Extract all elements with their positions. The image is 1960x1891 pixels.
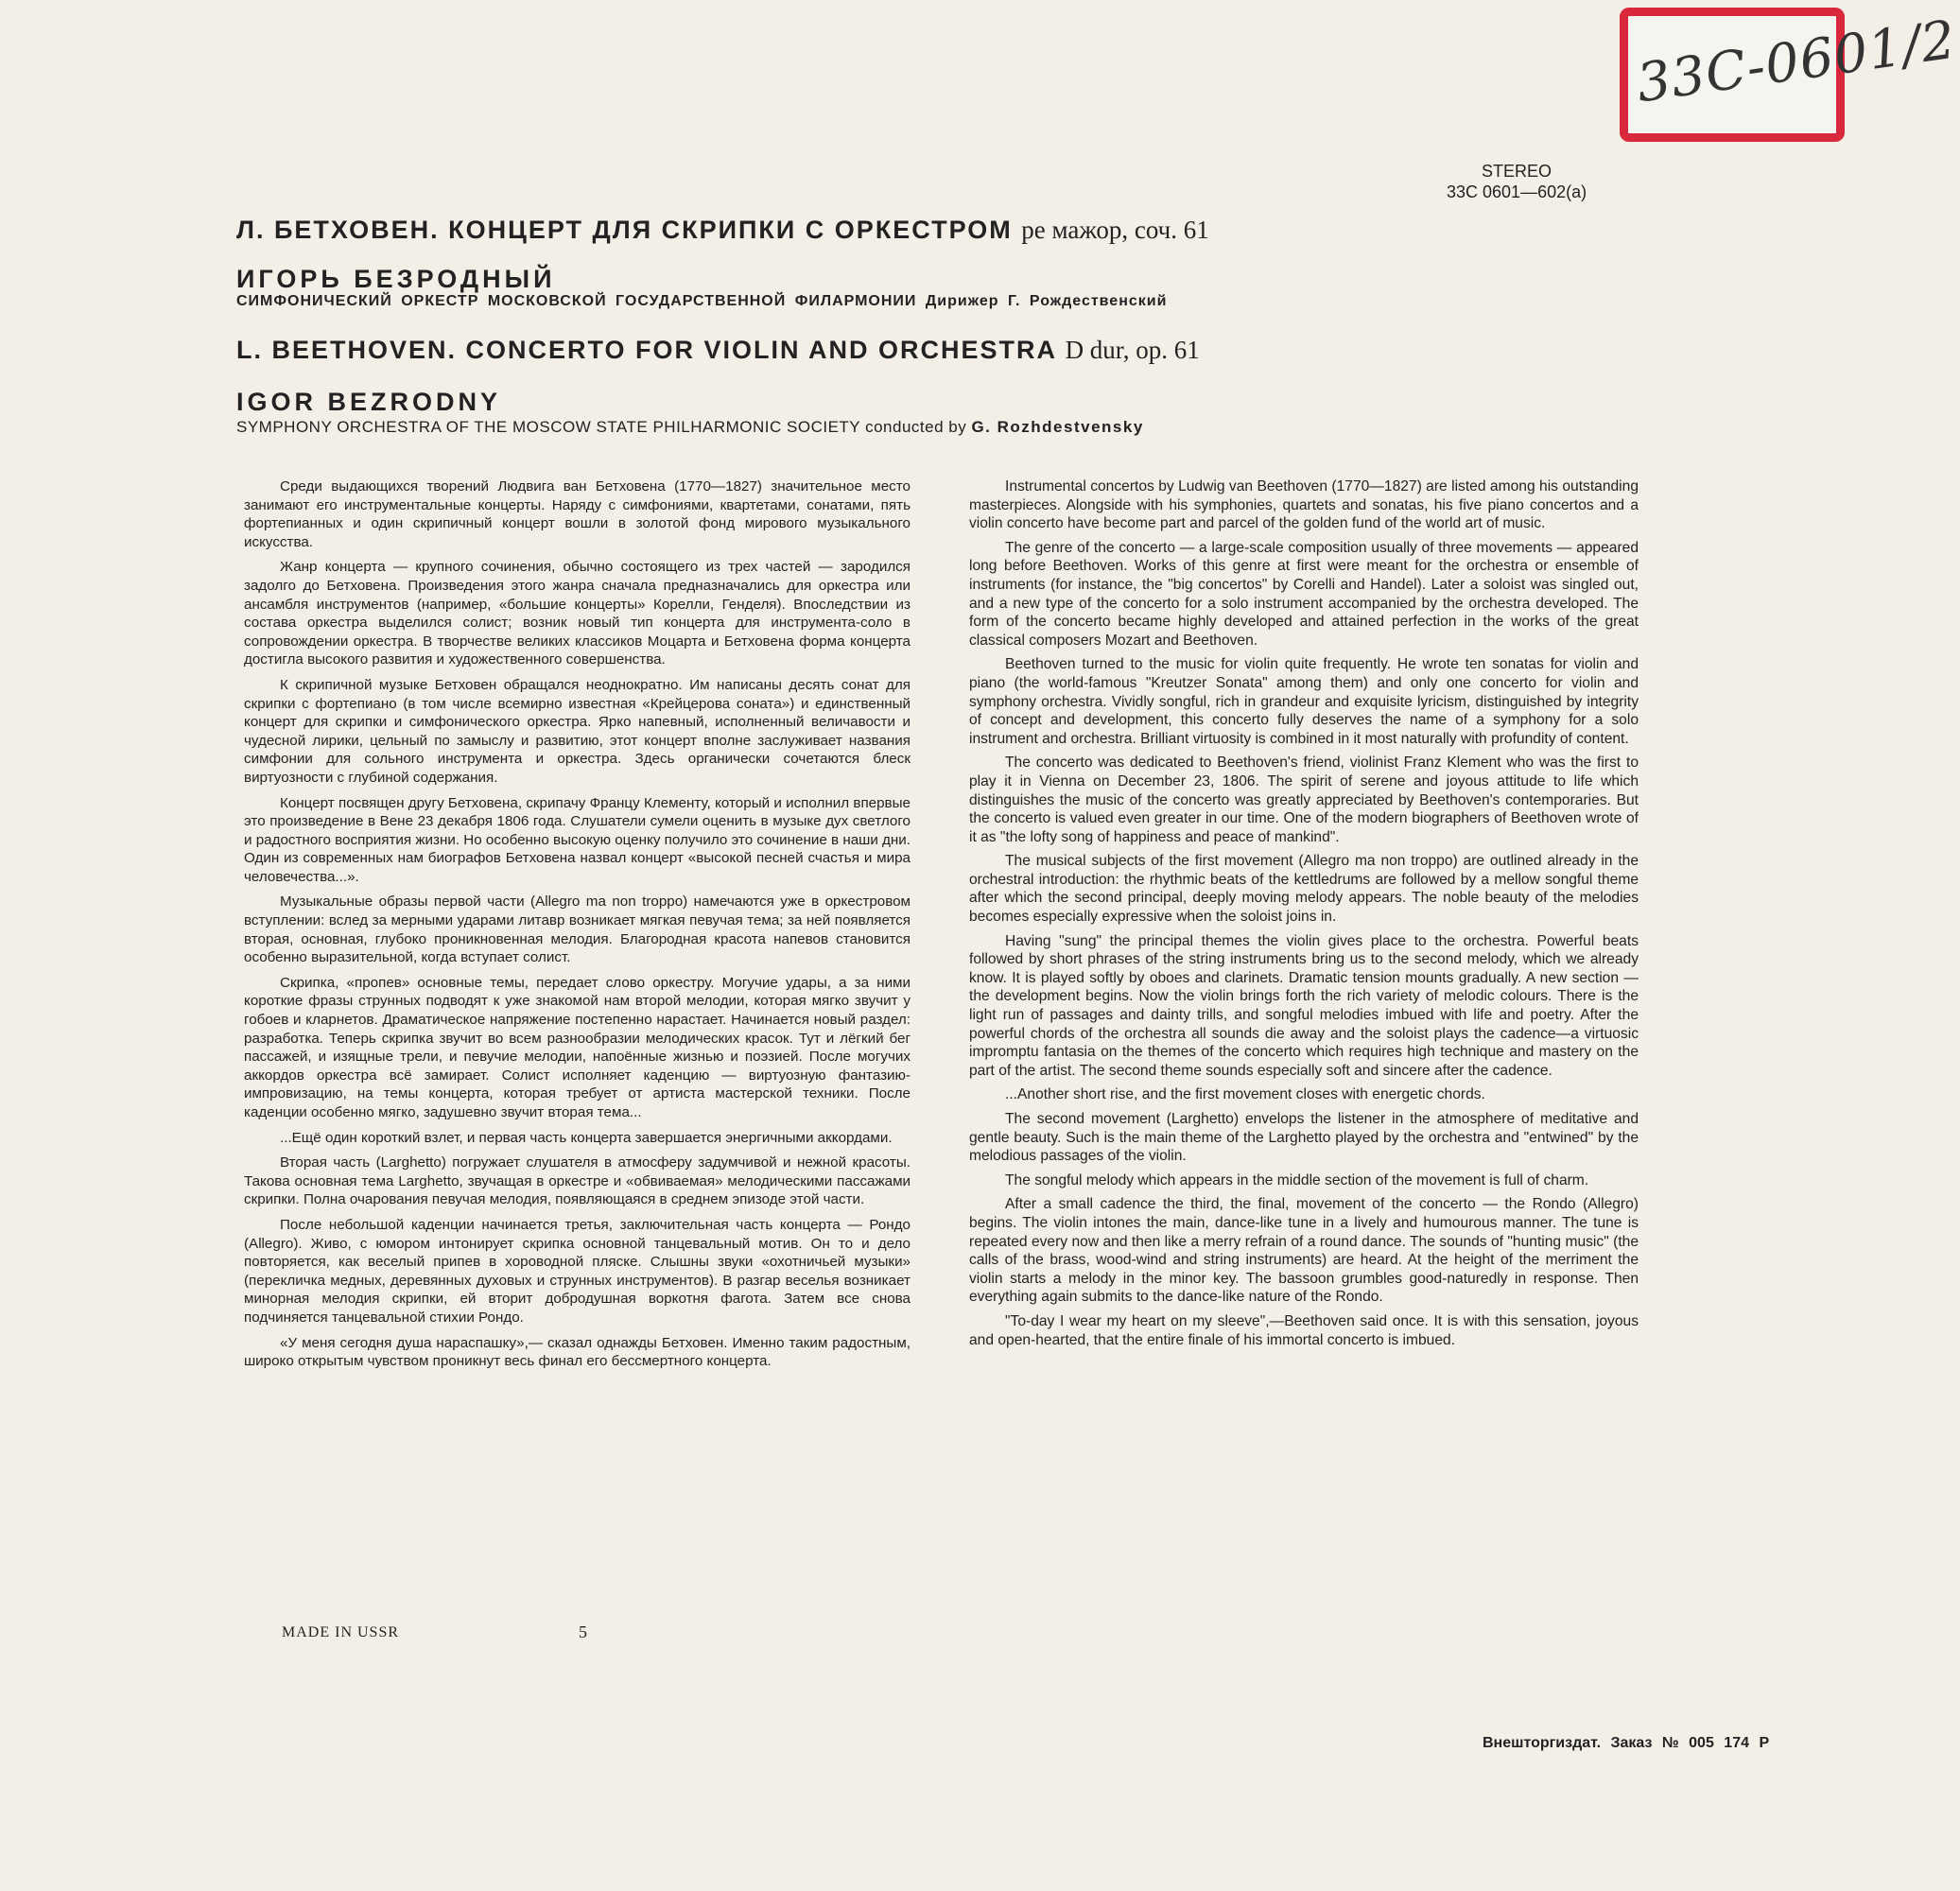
english-title-main: L. BEETHOVEN. CONCERTO FOR VIOLIN AND ORCHESTRA [236,336,1057,364]
english-title-key: D dur, op. 61 [1065,336,1200,364]
russian-notes-column [244,477,911,1378]
russian-title-main: Л. БЕТХОВЕН. КОНЦЕРТ ДЛЯ СКРИПКИ С ОРКЕСТРОМ [236,216,1013,244]
ru-paragraph: Концерт посвящен другу Бетховена, скрипачу Францу Клементу, который и исполнил впервые это произведение в Вене 23 декабря 1806 года. Слушатели сумели оценить в музыке дух светлого и радостного восприятия жизни. Но особенно высокую оценку получило это сочинение в наши дни. Один из современных нам биографов Бетховена назвал концерт «высокой песней счастья и мира человечества...». [244,794,911,885]
catalog-number: 33C 0601—602(a) [1447,182,1587,201]
made-in-label: MADE IN USSR [282,1624,400,1640]
stamp-code: 33C-0601/2 [1633,9,1960,115]
en-paragraph: Beethoven turned to the music for violin quite frequently. He wrote ten sonatas for violin and piano (the world-famous "Kreutzer Sonata" among them) and only one concerto for violin and symphony orchestra. Vividly songful, rich in grandeur and exquisite lyricism, distinguished by integrity of concept and development, this concerto fully deserves the name of a symphony for a solo instrument and orchestra. Brilliant virtuosity is combined in it most naturally with profundity of content. [969,656,1639,747]
ru-paragraph: Жанр концерта — крупного сочинения, обычно состоящего из трех частей — зародился задолго до Бетховена. Произведения этого жанра сначала предназначались для оркестра или ансамбля инструментов (например, «большие концерты» Корелли, Генделя). Впоследствии из состава оркестра выделился солист; возник новый тип концерта для инструмента-соло в сопровождении оркестра. В творчестве великих классиков Моцарта и Бетховена форма концерта достигла высокого развития и художественного совершенства. [244,559,911,668]
ru-paragraph: К скрипичной музыке Бетховен обращался неоднократно. Им написаны десять сонат для скрипки с фортепиано (в том числе всемирно известная «Крейцерова соната») и единственный концерт для скрипки и симфонического оркестра. Ярко напевный, исполненный величавости и чудесной лирики, цельный по замыслу и развитию, этот концерт вполне заслуживает названия симфонии для сольного инструмента и оркестра. Здесь органически сочетаются блеск виртуозности с глубиной содержания. [244,676,911,786]
en-paragraph: Instrumental concertos by Ludwig van Beethoven (1770—1827) are listed among his outstanding masterpieces. Alongside with his symphonies, quartets and sonatas, his five piano concertos and a violin concerto have become part and parcel of the golden fund of the world art of music. [969,478,1639,532]
ru-paragraph: Вторая часть (Larghetto) погружает слушателя в атмосферу задумчивой и нежной красоты. Такова основная тема Larghetto, звучащая в оркестре и «обвиваемая» мелодическими пассажами скрипки. Полна очарования певучая мелодия, появляющаяся в среднем эпизоде этой части. [244,1154,911,1208]
stereo-label: STEREO [1482,162,1552,181]
english-title [236,336,1200,365]
catalog-info [1447,161,1587,202]
en-paragraph: "To-day I wear my heart on my sleeve",—Beethoven said once. It is with this sensation, joyous and open-hearted, that the entire finale of his immortal concerto is imbued. [969,1312,1639,1348]
russian-title [236,216,1209,245]
english-orchestra [236,418,1144,437]
en-paragraph: The second movement (Larghetto) envelops the listener in the atmosphere of meditative and gentle beauty. Such is the main theme of the Larghetto played by the orchestra and "entwined" by the melodious passages of the violin. [969,1111,1639,1165]
russian-soloist: ИГОРЬ БЕЗРОДНЫЙ [236,265,556,293]
english-orchestra-name: SYMPHONY ORCHESTRA OF THE MOSCOW STATE PHILHARMONIC SOCIETY [236,418,860,436]
conducted-by-label: conducted by [865,418,967,436]
ru-paragraph: «У меня сегодня душа нараспашку»,— сказал однажды Бетховен. Именно таким радостным, широко открытым чувством проникнут весь финал его бессмертного концерта. [244,1334,911,1370]
en-paragraph: The genre of the concerto — a large-scale composition usually of three movements — appeared long before Beethoven. Works of this genre at first were meant for the orchestra or ensemble of instruments (for instance, the "big concertos" by Corelli and Handel). Later a soloist was singled out, and a new type of the concerto for a solo instrument accompanied by the orchestra developed. The form of the concerto became highly developed and attained perfection in the works of the great classical composers Mozart and Beethoven. [969,539,1639,649]
conductor-name: G. Rozhdestvensky [971,418,1144,436]
ru-paragraph: ...Ещё один короткий взлет, и первая часть концерта завершается энергичными аккордами. [280,1129,893,1146]
english-soloist: IGOR BEZRODNY [236,388,502,416]
ru-paragraph: Скрипка, «пропев» основные темы, передает слово оркестру. Могучие удары, а за ними короткие фразы струнных подводят к уже знакомой нам второй мелодии, которая мягко звучит у гобоев и кларнетов. Драматическое напряжение постепенно нарастает. Начинается новый раздел: разработка. Теперь скрипка звучит во всем разнообразии мелодических красок. Тут и лёгкий бег пассажей, и изящные трели, и певучие мелодии, напоённые жизнью и поэзией. После могучих аккордов оркестра всё замирает. Солист исполняет каденцию — виртуозную фантазию-импровизацию, на темы концерта, которая требует от артиста мастерской техники. После каденции особенно мягко, задушевно звучит вторая тема... [244,974,911,1120]
ru-paragraph: После небольшой каденции начинается третья, заключительная часть концерта — Рондо (Allegro). Живо, с юмором интонирует скрипка основной танцевальный мотив. Он то и дело повторяется, как веселый припев в хороводной пляске. Слышны звуки «охотничьей музыки» (перекличка медных, деревянных духовых и струнных инструментов). В разгар веселья возникает минорная мелодия скрипки, ей вторит добродушная воркотня фагота. Затем все снова подчиняется танцевальной стихии Рондо. [244,1216,911,1326]
ru-paragraph: Музыкальные образы первой части (Allegro ma non troppo) намечаются уже в оркестровом вступлении: вслед за мерными ударами литавр возникает мягкая певучая тема; за ней появляется вторая, основная, глубоко проникновенная мелодия. Благородная красота напевов становится особенно выразительной, когда вступает солист. [244,893,911,966]
en-paragraph: Having "sung" the principal themes the violin gives place to the orchestra. Powerful beats followed by short phrases of the string instruments bring us to the second melody, which we already know. It is played softly by oboes and clarinets. Dramatic tension mounts gradually. A new section — the development begins. Now the violin brings forth the rich variety of melodic colours. There is the light run of passages and dainty trills, and songful melodies imbued with life and poetry. After the powerful chords of the orchestra all sounds die away and the soloist plays the cadence—a virtuosic impromptu fantasia on the themes of the concerto which requires high technique and mastery on the part of the artist. The second theme sounds especially soft and sincere after the cadence. [969,932,1639,1079]
en-paragraph: The concerto was dedicated to Beethoven's friend, violinist Franz Klement who was the first to play it in Vienna on December 23, 1806. The spirit of serene and joyous attitude to life which distinguishes the music of the concerto was greatly appreciated by Beethoven's contemporaries. But the concerto is valued even greater in our time. One of the modern biographers of Beethoven wrote of it as "the lofty song of happiness and peace of mankind". [969,755,1639,845]
en-paragraph: ...Another short rise, and the first movement closes with energetic chords. [1005,1086,1485,1103]
catalog-stamp [1620,8,1960,142]
russian-title-key: ре мажор, соч. 61 [1021,216,1209,244]
page-number: 5 [579,1622,587,1641]
english-notes-column [969,477,1639,1355]
ru-paragraph: Среди выдающихся творений Людвига ван Бетховена (1770—1827) значительное место занимают его инструментальные концерты. Наряду с симфониями, квартетами, сонатами, пять фортепианных и один скрипичный концерт вошли в золотой фонд мирового музыкального искусства. [244,478,911,550]
russian-orchestra: СИМФОНИЧЕСКИЙ ОРКЕСТР МОСКОВСКОЙ ГОСУДАРСТВЕННОЙ ФИЛАРМОНИИ Дирижер Г. Рождественский [236,293,1168,309]
en-paragraph: After a small cadence the third, the final, movement of the concerto — the Rondo (Allegro) begins. The violin intones the main, dance-like tune in a lively and humourous manner. The tune is repeated every now and then like a merry refrain of a round dance. The sounds of "hunting music" (the calls of the brass, wood-wind and string instruments) are heard. At the height of the merriment the violin starts a melody in the minor key. The bassoon grumbles good-naturedly in response. Then everything again submits to the dance-like nature of the Rondo. [969,1196,1639,1306]
print-order-number: Внешторгиздат. Заказ № 005 174 Р [1483,1735,1770,1751]
en-paragraph: The musical subjects of the first movement (Allegro ma non troppo) are outlined already in the orchestral introduction: the rhythmic beats of the kettledrums are followed by a mellow songful theme after which the second principal, deeply moving melody appears. The noble beauty of the melodies becomes especially expressive when the soloist joins in. [969,853,1639,926]
en-paragraph: The songful melody which appears in the middle section of the movement is full of charm. [1005,1171,1589,1188]
